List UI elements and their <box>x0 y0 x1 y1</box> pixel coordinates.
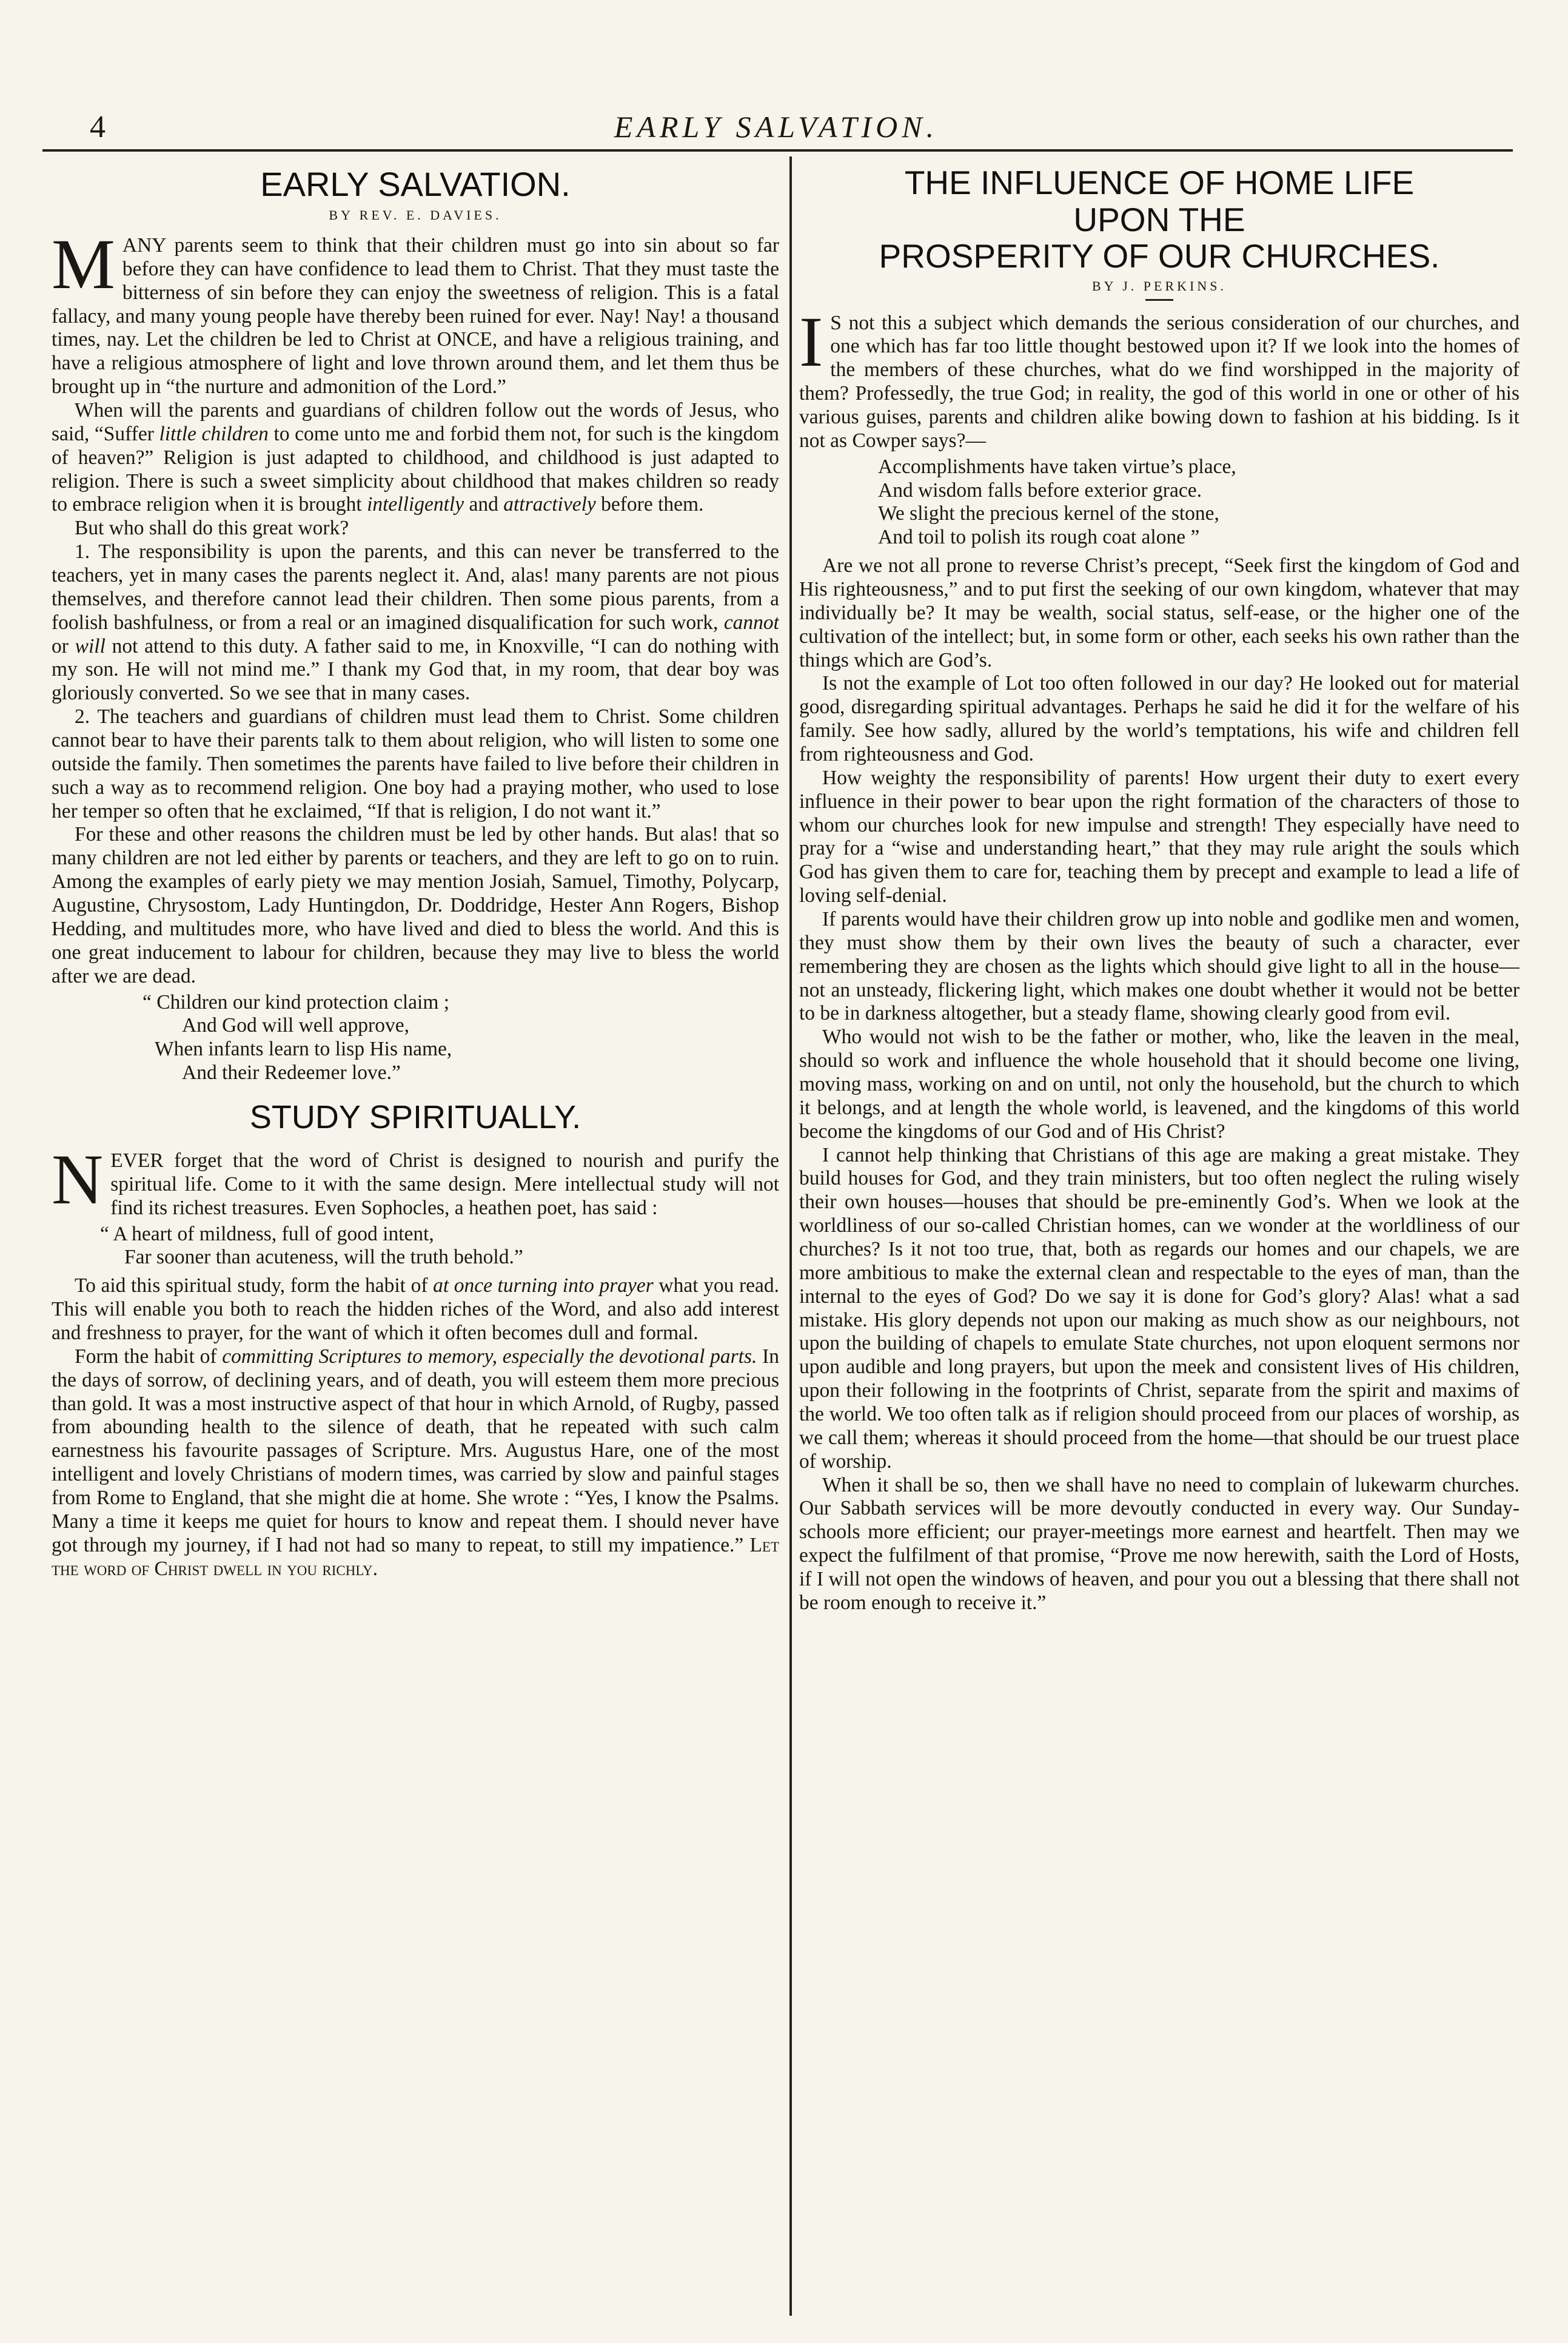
title-line: PROSPERITY OF OUR CHURCHES. <box>879 237 1440 275</box>
drop-cap: I <box>799 301 823 382</box>
left-column <box>52 161 779 2332</box>
page-number: 4 <box>90 110 106 144</box>
paragraph: For these and other reasons the children must be led by other hands. But alas! that so many children are not led either by parents or teachers, and they are left to go on to ruin. Among the examples of early piety we may mention Josiah, Samuel, Timothy, Polycarp, Augustine, Chrysostom, Lady Huntingdon, Dr. Doddridge, Hester Ann Rogers, Bishop Hedding, and multitudes more, who have lived and died to bless the world. And this is one great inducement to labour for children, because they may live to bless the world after we are dead. <box>52 823 779 987</box>
paragraph: When will the parents and guardians of children follow out the words of Jesus, who said, “Suffer little children to come unto me and forbid them not, for such is the kingdom of heaven?” Religion is just adapted to childhood, and childhood is just adapted to religion. There is such a sweet simplicity about childhood that makes children so ready to embrace religion when it is brought intelligently and attractively before them. <box>52 399 779 516</box>
paragraph: When it shall be so, then we shall have no need to complain of lukewarm churches. Our Sabbath services will be more devoutly conducted in every way. Our Sunday-schools more efficient; our prayer-meetings more earnest and heartfelt. Then may we expect the fulfilment of that promise, “Prove me now herewith, saith the Lord of Hosts, if I will not open the windows of heaven, and pour you out a blessing that there shall not be room enough to receive it.” <box>799 1473 1519 1614</box>
column-rule <box>789 156 792 2316</box>
paragraph: How weighty the responsibility of parents! How urgent their duty to exert every influence in their power to bear upon the right formation of the characters of those to whom our churches look for new impulse and strength! They especially have need to pray for a “wise and understanding heart,” that they may rule aright the souls which God has given them to care for, teaching them by precept and example to lead a life of loving self-denial. <box>799 766 1519 907</box>
poem-quote <box>52 991 779 1085</box>
title-line: UPON THE <box>1073 200 1245 238</box>
article-title-study-spiritually: STUDY SPIRITUALLY. <box>249 1098 581 1135</box>
verse-line: When infants learn to lisp His name, <box>155 1038 452 1061</box>
paragraph: NEVER forget that the word of Christ is designed to nourish and purify the spiritual life. Come to it with the same design. Mere intellectual study will not find its richest treasures. Even Sophocles, a heathen poet, has said : <box>52 1139 779 1219</box>
paragraph: MANY parents seem to think that their children must go into sin about so far before they can have confidence to lead them to Christ. That they must taste the bitterness of sin before they can enjoy the sweetness of religion. This is a fatal fallacy, and many young people have thereby been ruined for ever. Nay! Nay! a thousand times, nay. Let the children be led to Christ at ONCE, and have a religious training, and have a religious atmosphere of light and love thrown around them, and let them thus be brought up in “the nurture and admonition of the Lord.” <box>52 224 779 398</box>
article-title-early-salvation: EARLY SALVATION. <box>260 165 571 203</box>
byline-dash <box>1145 299 1173 301</box>
paragraph: To aid this spiritual study, form the habit of at once turning into prayer what you read. This will enable you both to reach the hidden riches of the Word, and also add interest and freshness to prayer, for the want of which it often becomes dull and formal. <box>52 1274 779 1344</box>
verse-line: And wisdom falls before exterior grace. <box>878 479 1202 502</box>
verse-line: And toil to polish its rough coat alone ” <box>878 526 1200 549</box>
closing-exhortation: Let the word of Christ dwell in you richly. <box>52 1533 779 1580</box>
title-line: THE INFLUENCE OF HOME LIFE <box>904 164 1415 201</box>
verse-line: And their Redeemer love.” <box>182 1061 401 1084</box>
paragraph: 2. The teachers and guardians of children must lead them to Christ. Some children cannot bear to have their parents talk to them about religion, who will listen to some one outside the family. Then sometimes the parents have failed to live before their children in such a way as to recommend religion. One boy had a praying mother, who used to lose her temper so often that he exclaimed, “If that is religion, I do not want it.” <box>52 705 779 822</box>
drop-cap: M <box>52 224 115 304</box>
article-title-home-life <box>799 164 1519 275</box>
paragraph: Who would not wish to be the father or mother, who, like the leaven in the meal, should so work and influence the whole household that it should become one living, moving mass, working on and on until, not only the household, but the church to which it belongs, and at length the whole world, is leavened, and the kingdoms of this world become the kingdoms of our God and of His Christ? <box>799 1026 1519 1143</box>
verse-line: “ A heart of mildness, full of good intent, <box>100 1222 434 1245</box>
drop-cap: N <box>52 1139 104 1219</box>
paragraph: Is not the example of Lot too often followed in our day? He looked out for material good, disregarding spiritual advantages. Perhaps he said he did it for the welfare of his family. See how sadly, allured by the world’s temptations, his wife and children fell from righteousness and God. <box>799 672 1519 765</box>
article-byline: BY J. PERKINS. <box>1092 278 1227 294</box>
poem-quote <box>799 455 1519 550</box>
header-rule <box>42 149 1513 152</box>
article-byline: BY REV. E. DAVIES. <box>329 207 502 223</box>
verse-line: Accomplishments have taken virtue’s place, <box>878 455 1236 478</box>
paragraph: I cannot help thinking that Christians of this age are making a great mistake. They build houses for God, and they train ministers, but too often neglect the ruling wisely their own houses—houses that should be pre-eminently God’s. When we look at the worldliness of our so-called Christian homes, can we wonder at the worldliness of our churches? Is it not too true, that, both as regards our homes and our chapels, we are more ambitious to make the external clean and respectable to the eyes of man, than the internal to the eyes of God? Do we say it is done for God’s glory? Alas! what a sad mistake. His glory depends not upon our making as much show as our neighbours, not upon the building of chapels to emulate State churches, not upon eloquent sermons nor upon audible and long prayers, but upon the meek and consistent lives of His children, upon their following in the footprints of Christ, separate from the spirit and maxims of the world. We too often talk as if religion should proceed from our places of worship, as we call them; whereas it should proceed from the home—that should be our truest place of worship. <box>799 1143 1519 1473</box>
verse-line: Far sooner than acuteness, will the truth behold.” <box>124 1246 523 1269</box>
verse-line: And God will well approve, <box>182 1014 409 1037</box>
verse-line: We slight the precious kernel of the stone, <box>878 502 1219 525</box>
poem-quote <box>52 1223 779 1270</box>
right-column <box>799 161 1519 2332</box>
paragraph: Form the habit of committing Scriptures to memory, especially the devotional parts. In the days of sorrow, of declining years, and of death, you will esteem them more precious than gold. It was a most instructive aspect of that hour in which Arnold, of Rugby, passed from abounding health to the silence of death, that he repeated with such calm earnestness his favourite passages of Scripture. Mrs. Augustus Hare, one of the most intelligent and lovely Christians of modern times, was carried by slow and painful stages from Rome to England, that she might die at home. She wrote : “Yes, I know the Psalms. Many a time it keeps me quiet for hours to know and repeat them. I should never have got through my journey, if I had not had so many to repeat, to still my impatience.” Let the word of Christ dwell in you richly. <box>52 1345 779 1580</box>
running-head <box>42 109 1510 152</box>
paragraph: Are we not all prone to reverse Christ’s precept, “Seek first the kingdom of God and His righteousness,” and to put first the seeking of our own kingdom, whatever that may individually be? It may be wealth, social status, self-ease, or the higher one of the cultivation of the intellect; but, in some form or other, each seeks his own rather than the things which are God’s. <box>799 554 1519 671</box>
verse-line: “ Children our kind protection claim ; <box>142 990 450 1014</box>
running-title: EARLY SALVATION. <box>614 110 939 144</box>
paragraph: If parents would have their children grow up into noble and godlike men and women, they must show them by their own lives the beauty of such a character, ever remembering they are chosen as the lights which should give light to all in the house—not an unsteady, flickering light, which makes one doubt whether it would not be better to be in darkness altogether, but a steady flame, showing clearly good from evil. <box>799 907 1519 1025</box>
paragraph: 1. The responsibility is upon the parents, and this can never be transferred to the teachers, yet in many cases the parents neglect it. And, alas! many parents are not pious themselves, and therefore cannot lead their children. Then some pious parents, from a foolish bashfulness, or from a real or an imagined disqualification for such work, cannot or will not attend to this duty. A father said to me, in Knoxville, “I can do nothing with my son. He will not mind me.” I thank my God that, in my room, that dear boy was gloriously converted. So we see that in many cases. <box>52 540 779 705</box>
paragraph: But who shall do this great work? <box>75 517 349 540</box>
paragraph: I S not this a subject which demands the serious consideration of our churches, and one which has far too little thought bestowed upon it? If we look into the homes of the members of these churches, what do we find worshipped in the majority of them? Professedly, the true God; in reality, the god of this world in one or other of his various guises, parents and children alike bowing down to fashion at his bidding. Is it not as Cowper says?— <box>799 301 1519 452</box>
